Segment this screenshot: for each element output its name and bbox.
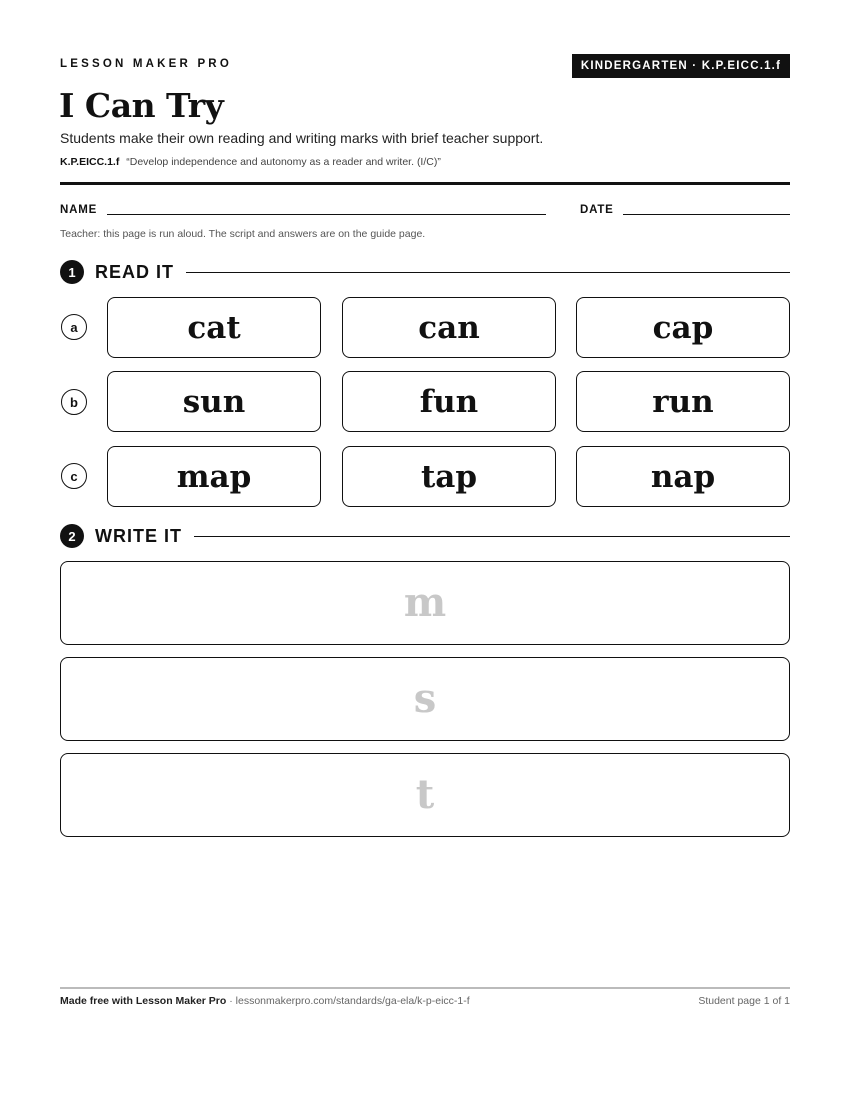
teacher-note: Teacher: this page is run aloud. The script and answers are on the guide page. <box>60 228 426 240</box>
section-number: 2 <box>60 524 84 548</box>
standard-text: “Develop independence and autonomy as a reader and writer. (I/C)” <box>126 156 441 168</box>
brand-name: LESSON MAKER PRO <box>60 58 232 70</box>
trace-letter: t <box>415 771 435 818</box>
word-card[interactable]: cat <box>107 297 321 358</box>
grade-badge: KINDERGARTEN · K.P.EICC.1.f <box>572 54 790 78</box>
word-card[interactable]: sun <box>107 371 321 432</box>
row-label: b <box>61 389 87 415</box>
word-card[interactable]: run <box>576 371 790 432</box>
date-label: DATE <box>580 204 614 216</box>
writing-box[interactable] <box>60 561 790 645</box>
standard-line <box>60 156 441 168</box>
footer-credit <box>60 995 470 1007</box>
trace-letter: s <box>413 675 437 722</box>
section-title: WRITE IT <box>95 525 182 546</box>
row-label: a <box>61 314 87 340</box>
word-card[interactable]: tap <box>342 446 556 507</box>
footer-page-number: Student page 1 of 1 <box>698 995 790 1007</box>
section-number: 1 <box>60 260 84 284</box>
footer-url: · lessonmakerpro.com/standards/ga-ela/k-p-eicc-1-f <box>226 995 470 1007</box>
page-subtitle: Students make their own reading and writing marks with brief teacher support. <box>60 130 544 146</box>
name-field[interactable] <box>107 214 546 215</box>
section-divider <box>186 272 790 273</box>
standard-code: K.P.EICC.1.f <box>60 156 120 168</box>
word-card[interactable]: map <box>107 446 321 507</box>
word-card[interactable]: nap <box>576 446 790 507</box>
page-title: I Can Try <box>59 86 224 125</box>
section-read-it <box>60 260 790 284</box>
section-divider <box>194 536 790 537</box>
word-card[interactable]: can <box>342 297 556 358</box>
footer-divider <box>60 987 790 989</box>
word-card[interactable]: cap <box>576 297 790 358</box>
name-label: NAME <box>60 204 98 216</box>
writing-box[interactable] <box>60 753 790 837</box>
date-field[interactable] <box>623 214 790 215</box>
trace-letter: m <box>403 579 447 626</box>
section-write-it <box>60 524 790 548</box>
writing-box[interactable] <box>60 657 790 741</box>
section-title: READ IT <box>95 261 174 282</box>
header-divider <box>60 182 790 185</box>
row-label: c <box>61 463 87 489</box>
word-card[interactable]: fun <box>342 371 556 432</box>
footer-made-with: Made free with Lesson Maker Pro <box>60 995 227 1007</box>
